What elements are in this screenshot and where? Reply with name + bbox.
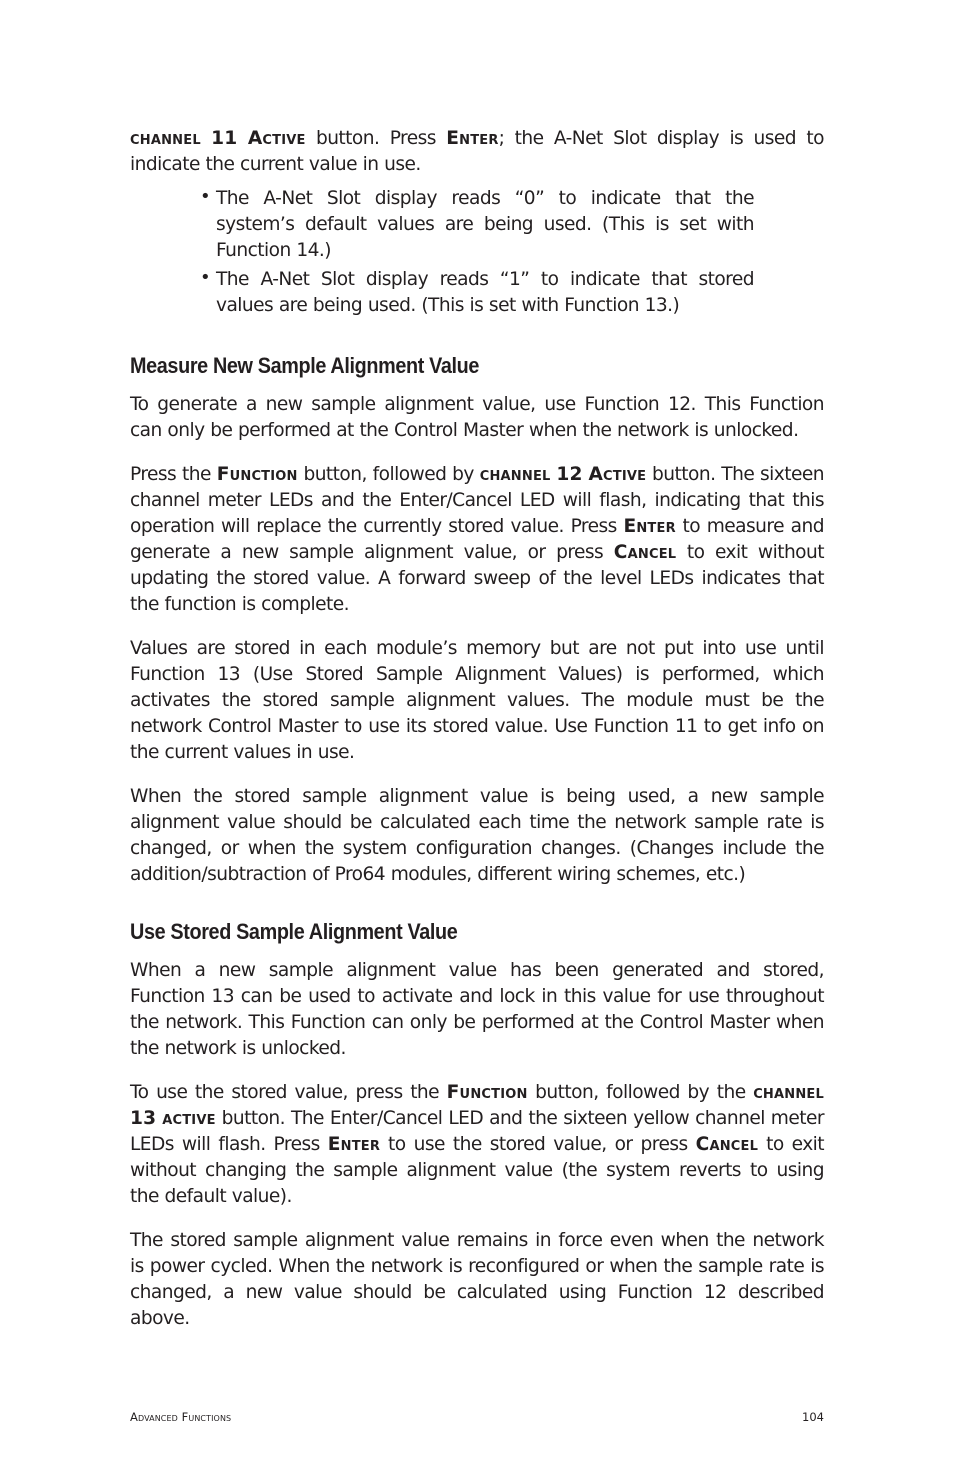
measure-paragraph-3: Values are stored in each module’s memory but are not put into use until Function 13 (Use Stored Sample Alignment Values) is performed, which activates the stored sample alignment values. The module must be the network Control Master to use its stored value. Use Function 11 to get info on the current values in use. [130,638,824,763]
use-p2-text-2: button, followed by the [527,1082,754,1103]
page-content [130,126,824,1332]
section-heading-use-stored: Use Stored Sample Alignment Value [130,919,458,944]
bullet-text: The A-Net Slot display reads “0” to indicate that the system’s default values are being used. (This is set with Function 14.) [216,188,754,261]
measure-p2-text-2: button, followed by [297,464,480,485]
keyword-channel: channel [479,464,551,485]
use-stored-paragraph-3: The stored sample alignment value remains in force even when the network is power cycled. When the network is reconfigured or when the sample rate is changed, a new value should be calculated using Function 12 described above. [130,1230,824,1329]
list-item [200,267,754,319]
measure-p2-text-5: to exit without updating the stored value. A forward sweep of the level LEDs indicates that the function is complete. [130,542,824,615]
bullet-icon: • [200,186,211,207]
use-p2-text-3: button. The Enter/Cancel LED and the sixteen yellow channel meter LEDs will flash. Press [130,1108,824,1155]
measure-paragraph-2 [130,462,824,618]
page-number: 104 [802,1410,824,1424]
intro-paragraph [130,126,824,178]
keyword-enter: Enter [446,128,499,149]
bullet-list [130,186,754,319]
use-p2-text-1: To use the stored value, press the [130,1082,447,1103]
keyword-cancel: Cancel [695,1134,759,1155]
measure-p2-text-1: Press the [130,464,217,485]
keyword-channel: channel [753,1082,824,1103]
keyword-cancel: Cancel [613,542,677,563]
use-p2-text-4: to use the stored value, or press [380,1134,696,1155]
intro-text-2: ; the A-Net Slot display is used to indicate the current value in use. [130,128,824,175]
keyword-active: active [162,1108,216,1129]
section-heading-measure: Measure New Sample Alignment Value [130,353,480,378]
measure-paragraph-4: When the stored sample alignment value is being used, a new sample alignment value should be calculated each time the network sample rate is changed, or when the system configuration changes. (Changes include the addition/subtraction of Pro64 modules, different wiring schemes, etc.) [130,786,824,885]
keyword-enter: Enter [623,516,676,537]
measure-p2-text-4: to measure and generate a new sample alignment value, or press [130,516,824,563]
use-p2-text-5: to exit without changing the sample alignment value (the system reverts to using the default value). [130,1134,824,1207]
list-item [200,186,754,264]
use-stored-paragraph-1: When a new sample alignment value has been generated and stored, Function 13 can be used to activate and lock in this value for use throughout the network. This Function can only be performed at the Control Master when the network is unlocked. [130,960,824,1059]
bullet-text: The A-Net Slot display reads “1” to indicate that stored values are being used. (This is set with Function 13.) [216,269,754,316]
keyword-function: Function [446,1082,528,1103]
keyword-channel-number: 12 [556,464,583,485]
keyword-function: Function [216,464,298,485]
keyword-enter: Enter [327,1134,381,1155]
use-stored-paragraph-2 [130,1080,824,1210]
keyword-active: Active [247,128,306,149]
keyword-active: Active [588,464,647,485]
measure-p2-text-3: button. The sixteen channel meter LEDs and the Enter/Cancel LED will flash, indicating that this operation will replace the currently stored value. Press [130,464,824,537]
bullet-icon: • [200,267,211,288]
intro-text-1: button. Press [305,128,447,149]
measure-paragraph-1: To generate a new sample alignment value, use Function 12. This Function can only be performed at the Control Master when the network is unlocked. [130,394,824,441]
keyword-channel-number: 13 [130,1108,157,1129]
footer-section-title: Advanced Functions [130,1410,232,1424]
keyword-channel: channel [130,128,201,149]
keyword-channel-number: 11 [211,128,238,149]
